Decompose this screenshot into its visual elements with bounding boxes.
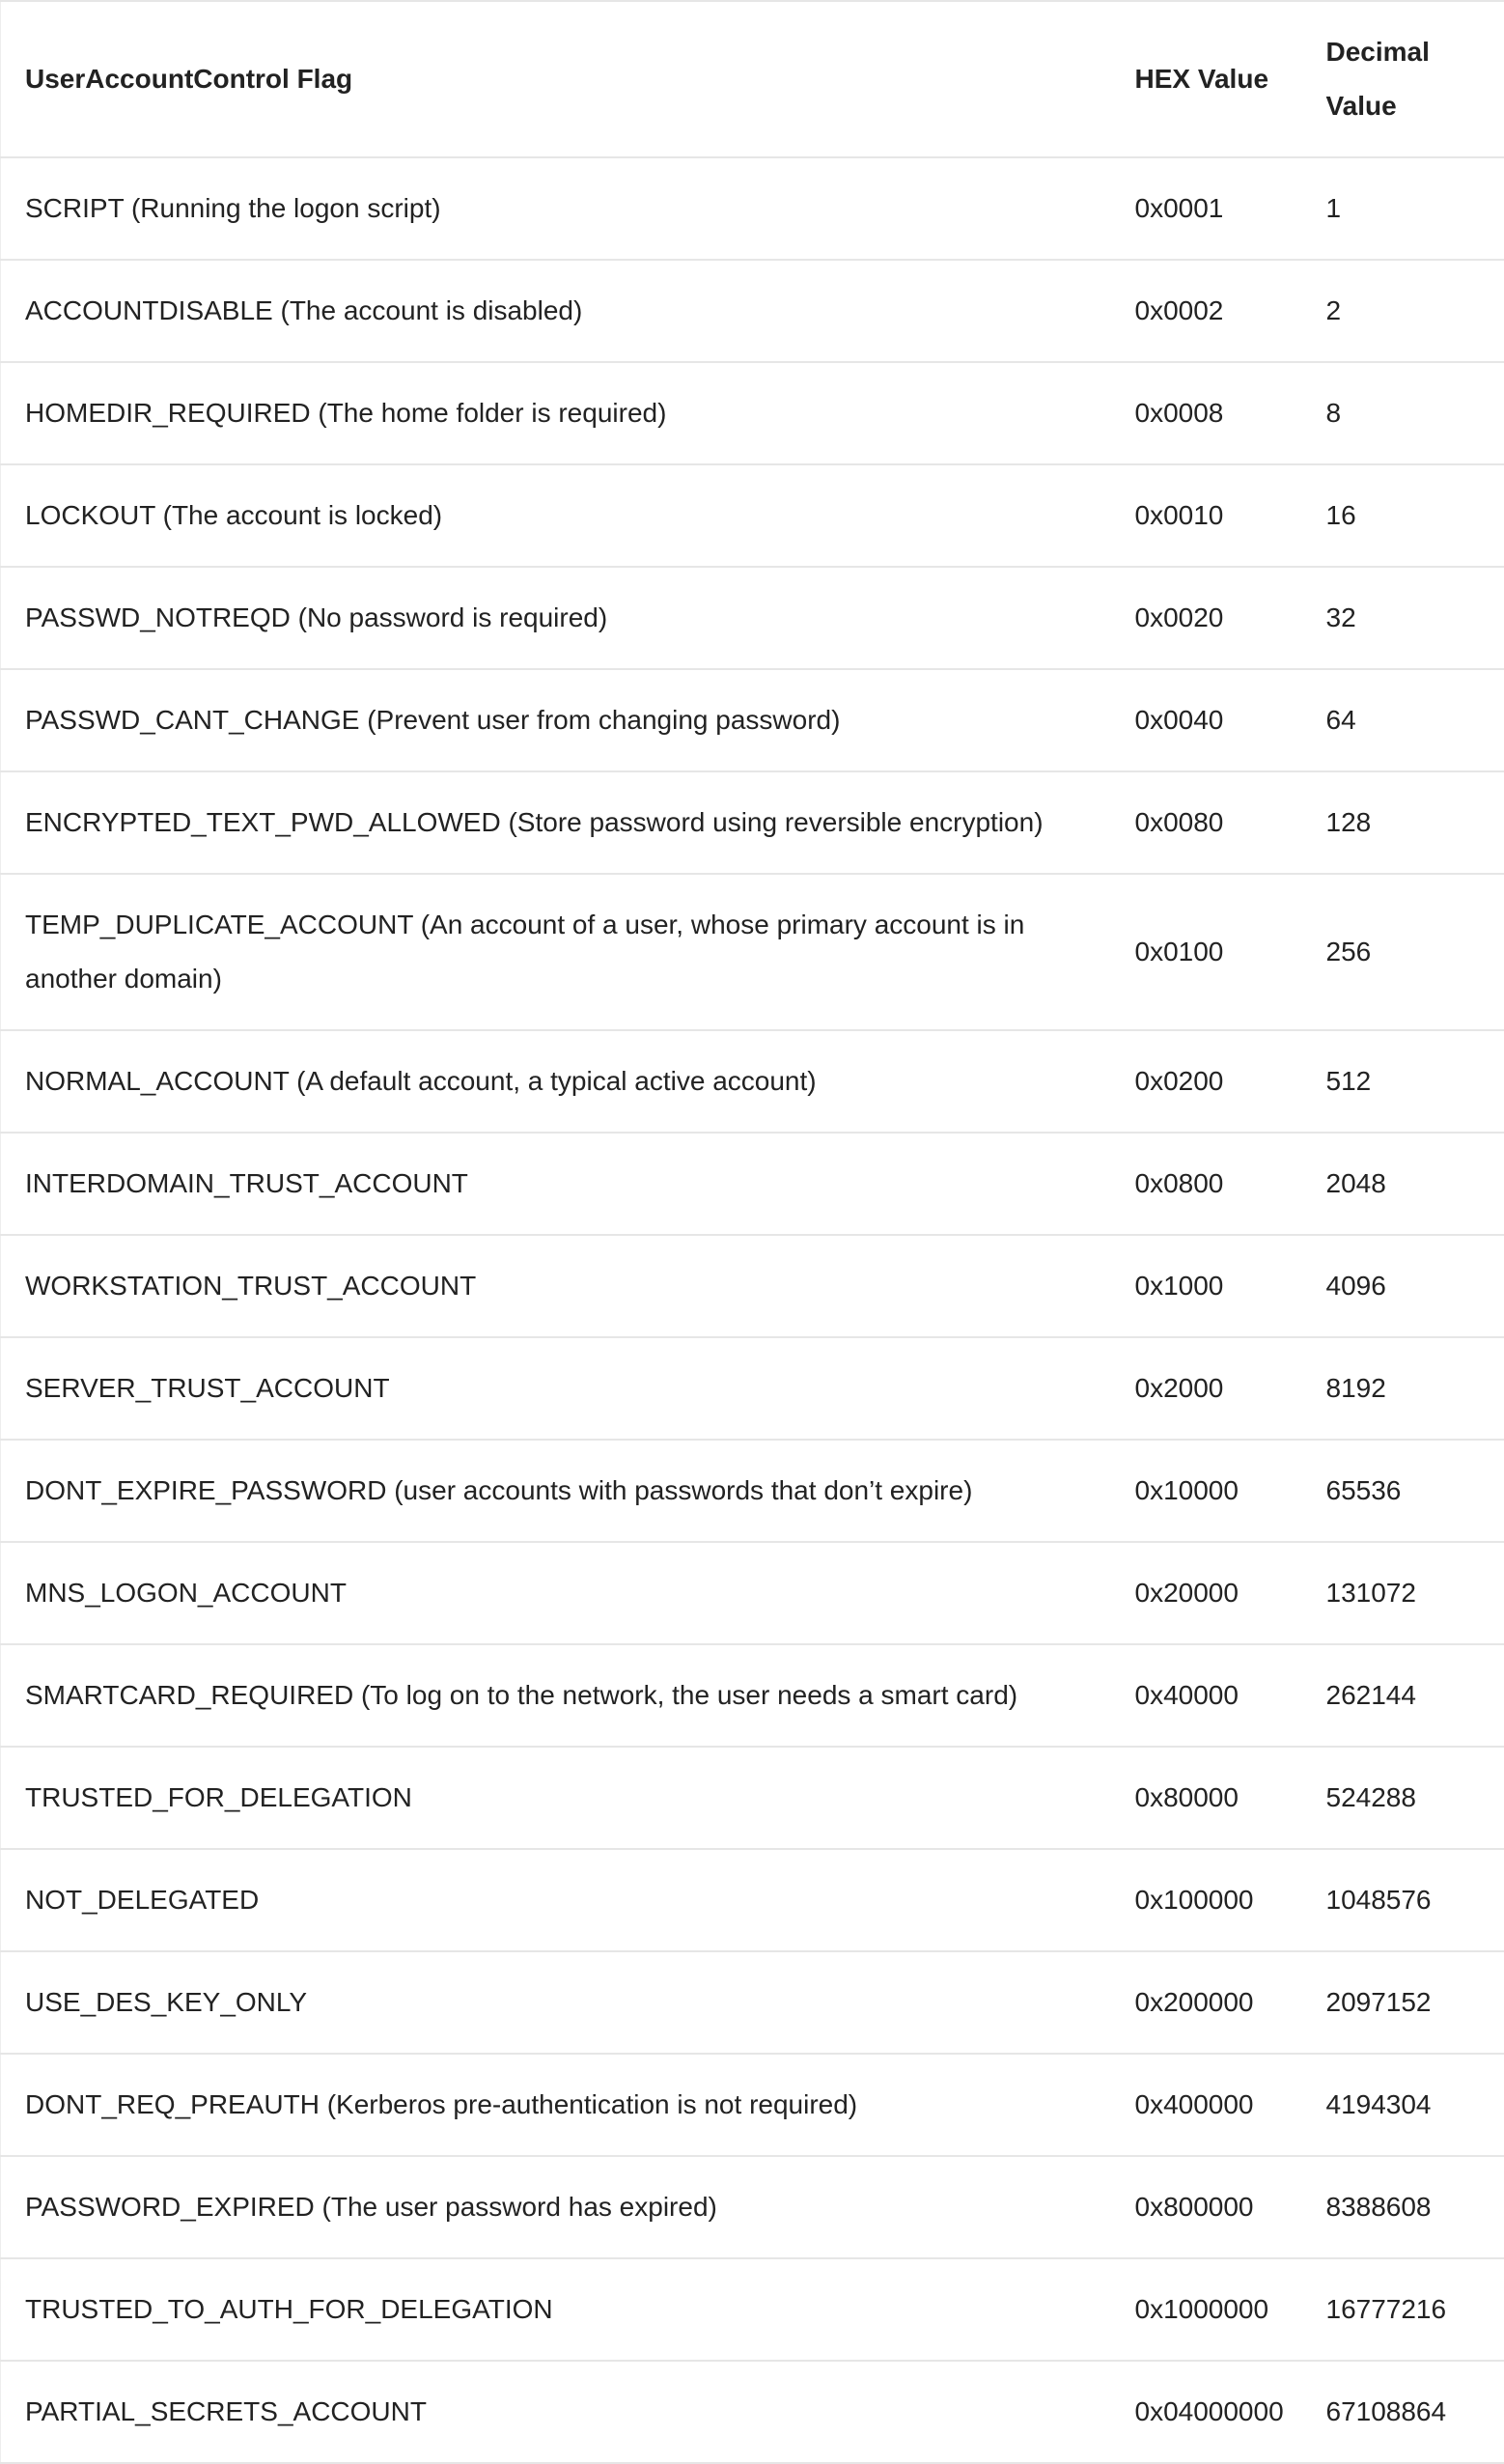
hex-cell: 0x04000000 xyxy=(1111,2361,1302,2463)
hex-cell: 0x800000 xyxy=(1111,2156,1302,2258)
table-row xyxy=(1,1951,1504,2054)
flag-cell: MNS_LOGON_ACCOUNT xyxy=(1,1542,1111,1644)
decimal-cell: 16777216 xyxy=(1302,2258,1504,2361)
flag-cell: ENCRYPTED_TEXT_PWD_ALLOWED (Store password using reversible encryption) xyxy=(1,771,1111,874)
hex-cell: 0x400000 xyxy=(1111,2054,1302,2156)
table-row xyxy=(1,2156,1504,2258)
flag-cell: PARTIAL_SECRETS_ACCOUNT xyxy=(1,2361,1111,2463)
decimal-cell: 2048 xyxy=(1302,1133,1504,1235)
flag-cell: NOT_DELEGATED xyxy=(1,1849,1111,1951)
table-row xyxy=(1,1849,1504,1951)
hex-cell: 0x0800 xyxy=(1111,1133,1302,1235)
flag-cell: TRUSTED_TO_AUTH_FOR_DELEGATION xyxy=(1,2258,1111,2361)
hex-cell: 0x10000 xyxy=(1111,1440,1302,1542)
hex-cell: 0x200000 xyxy=(1111,1951,1302,2054)
flag-cell: PASSWD_NOTREQD (No password is required) xyxy=(1,567,1111,669)
table-row xyxy=(1,1235,1504,1337)
hex-cell: 0x0040 xyxy=(1111,669,1302,771)
header-row xyxy=(1,1,1504,157)
decimal-cell: 131072 xyxy=(1302,1542,1504,1644)
flag-cell: WORKSTATION_TRUST_ACCOUNT xyxy=(1,1235,1111,1337)
hex-cell: 0x0001 xyxy=(1111,157,1302,260)
decimal-cell: 8 xyxy=(1302,362,1504,464)
flag-cell: TEMP_DUPLICATE_ACCOUNT (An account of a user, whose primary account is in another domain) xyxy=(1,874,1111,1030)
hex-cell: 0x1000000 xyxy=(1111,2258,1302,2361)
flag-cell: DONT_EXPIRE_PASSWORD (user accounts with passwords that don’t expire) xyxy=(1,1440,1111,1542)
decimal-cell: 4194304 xyxy=(1302,2054,1504,2156)
flag-cell: INTERDOMAIN_TRUST_ACCOUNT xyxy=(1,1133,1111,1235)
hex-cell: 0x1000 xyxy=(1111,1235,1302,1337)
flag-cell: PASSWD_CANT_CHANGE (Prevent user from changing password) xyxy=(1,669,1111,771)
hex-cell: 0x0020 xyxy=(1111,567,1302,669)
header-hex: HEX Value xyxy=(1111,1,1302,157)
table-row xyxy=(1,1133,1504,1235)
table-row xyxy=(1,771,1504,874)
decimal-cell: 64 xyxy=(1302,669,1504,771)
table-row xyxy=(1,1644,1504,1747)
hex-cell: 0x0008 xyxy=(1111,362,1302,464)
decimal-cell: 512 xyxy=(1302,1030,1504,1133)
hex-cell: 0x0010 xyxy=(1111,464,1302,567)
flag-cell: PASSWORD_EXPIRED (The user password has expired) xyxy=(1,2156,1111,2258)
decimal-cell: 1048576 xyxy=(1302,1849,1504,1951)
table-row xyxy=(1,1747,1504,1849)
hex-cell: 0x80000 xyxy=(1111,1747,1302,1849)
table-row xyxy=(1,157,1504,260)
flag-cell: ACCOUNTDISABLE (The account is disabled) xyxy=(1,260,1111,362)
decimal-cell: 8192 xyxy=(1302,1337,1504,1440)
header-decimal xyxy=(1302,1,1504,157)
decimal-cell: 8388608 xyxy=(1302,2156,1504,2258)
table-header xyxy=(1,1,1504,157)
header-decimal-label: Decimal Value xyxy=(1325,37,1430,121)
hex-cell: 0x100000 xyxy=(1111,1849,1302,1951)
table-row xyxy=(1,260,1504,362)
flag-cell: LOCKOUT (The account is locked) xyxy=(1,464,1111,567)
hex-cell: 0x0080 xyxy=(1111,771,1302,874)
decimal-cell: 32 xyxy=(1302,567,1504,669)
hex-cell: 0x0002 xyxy=(1111,260,1302,362)
table-row xyxy=(1,1337,1504,1440)
header-flag: UserAccountControl Flag xyxy=(1,1,1111,157)
flag-cell: DONT_REQ_PREAUTH (Kerberos pre-authentication is not required) xyxy=(1,2054,1111,2156)
flag-cell: TRUSTED_FOR_DELEGATION xyxy=(1,1747,1111,1849)
decimal-cell: 1 xyxy=(1302,157,1504,260)
table-row xyxy=(1,1542,1504,1644)
table-row xyxy=(1,669,1504,771)
flag-cell: NORMAL_ACCOUNT (A default account, a typical active account) xyxy=(1,1030,1111,1133)
table-row xyxy=(1,2361,1504,2463)
hex-cell: 0x40000 xyxy=(1111,1644,1302,1747)
table-row xyxy=(1,2258,1504,2361)
table-row xyxy=(1,464,1504,567)
table-row xyxy=(1,1030,1504,1133)
table-row xyxy=(1,362,1504,464)
table-row xyxy=(1,567,1504,669)
table-body xyxy=(1,157,1504,2463)
hex-cell: 0x0100 xyxy=(1111,874,1302,1030)
decimal-cell: 256 xyxy=(1302,874,1504,1030)
decimal-cell: 262144 xyxy=(1302,1644,1504,1747)
table-row xyxy=(1,2054,1504,2156)
flag-cell: HOMEDIR_REQUIRED (The home folder is required) xyxy=(1,362,1111,464)
decimal-cell: 524288 xyxy=(1302,1747,1504,1849)
flag-cell: SMARTCARD_REQUIRED (To log on to the network, the user needs a smart card) xyxy=(1,1644,1111,1747)
hex-cell: 0x20000 xyxy=(1111,1542,1302,1644)
flag-cell: SCRIPT (Running the logon script) xyxy=(1,157,1111,260)
decimal-cell: 65536 xyxy=(1302,1440,1504,1542)
flag-cell: SERVER_TRUST_ACCOUNT xyxy=(1,1337,1111,1440)
decimal-cell: 2097152 xyxy=(1302,1951,1504,2054)
decimal-cell: 128 xyxy=(1302,771,1504,874)
decimal-cell: 67108864 xyxy=(1302,2361,1504,2463)
table-row xyxy=(1,874,1504,1030)
decimal-cell: 4096 xyxy=(1302,1235,1504,1337)
hex-cell: 0x0200 xyxy=(1111,1030,1302,1133)
decimal-cell: 2 xyxy=(1302,260,1504,362)
table-row xyxy=(1,1440,1504,1542)
decimal-cell: 16 xyxy=(1302,464,1504,567)
hex-cell: 0x2000 xyxy=(1111,1337,1302,1440)
flag-cell: USE_DES_KEY_ONLY xyxy=(1,1951,1111,2054)
